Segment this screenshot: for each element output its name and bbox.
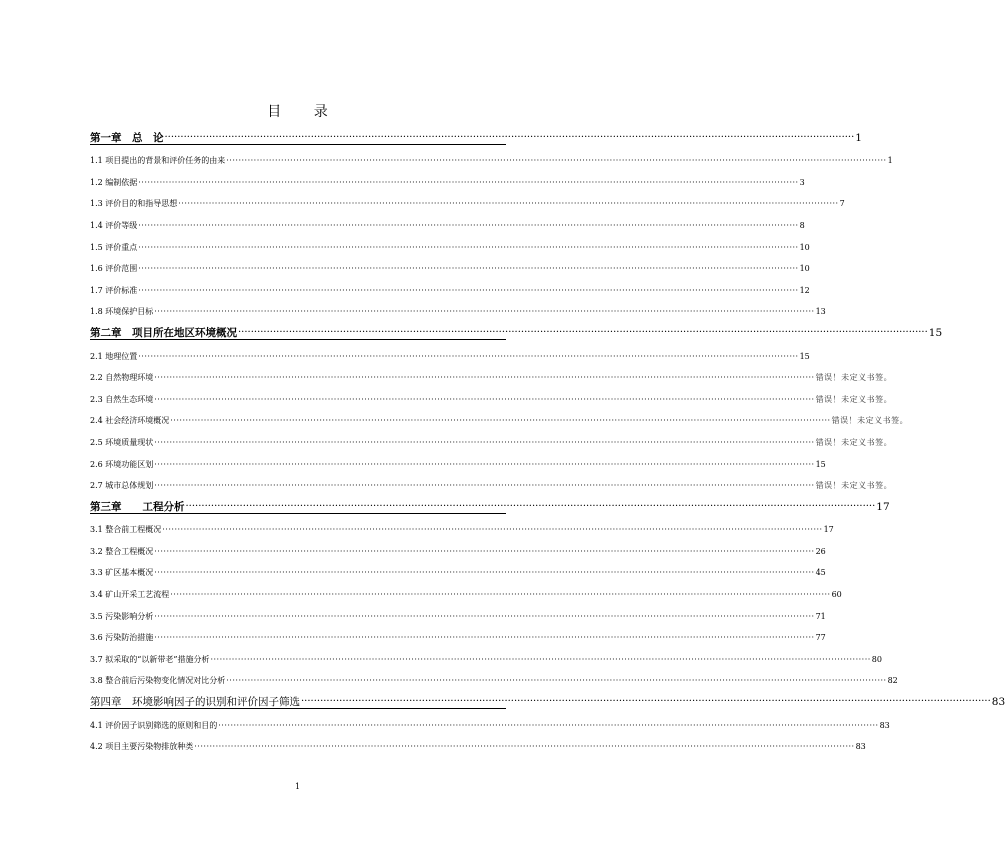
- toc-entry-label: 4.1 评价因子识别筛选的原则和目的: [90, 720, 218, 730]
- toc-section-row[interactable]: [90, 405, 909, 427]
- toc-leader-dots: ·························································································································································································································: [194, 742, 855, 752]
- toc-leader-dots: ·························································································································································································································: [238, 326, 928, 338]
- toc-entry-label: 3.7 拟采取的“以新带老”措施分析: [90, 654, 210, 664]
- toc-section-row[interactable]: [90, 448, 826, 470]
- toc-section-row[interactable]: [90, 362, 893, 384]
- toc-entry-label: 2.4 社会经济环境概况: [90, 416, 170, 426]
- toc-leader-dots: ·························································································································································································································: [170, 416, 831, 426]
- toc-section-row[interactable]: [90, 600, 826, 622]
- toc-entry-label: 3.2 整合工程概况: [90, 546, 154, 556]
- toc-entry-label: 2.3 自然生态环境: [90, 394, 154, 404]
- toc-leader-dots: ·························································································································································································································: [154, 394, 815, 404]
- toc-section-row[interactable]: [90, 557, 826, 579]
- toc-page-number: 10: [799, 264, 810, 274]
- toc-section-row[interactable]: [90, 643, 882, 665]
- toc-chapter-row[interactable]: [90, 491, 890, 514]
- toc-entry-label: 2.2 自然物理环境: [90, 373, 154, 383]
- toc-leader-dots: ·························································································································································································································: [138, 177, 799, 187]
- toc-leader-dots: ·························································································································································································································: [154, 633, 815, 643]
- toc-leader-dots: ·························································································································································································································: [138, 351, 799, 361]
- toc-leader-dots: ·························································································································································································································: [162, 525, 823, 535]
- toc-section-row[interactable]: [90, 253, 810, 275]
- toc-page-number: 7: [839, 199, 845, 209]
- toc-leader-dots: ·························································································································································································································: [138, 264, 799, 274]
- toc-leader-dots: ·························································································································································································································: [170, 590, 831, 600]
- toc-section-row[interactable]: [90, 535, 826, 557]
- toc-entry-label: 1.2 编制依据: [90, 177, 138, 187]
- toc-section-row[interactable]: [90, 231, 810, 253]
- toc-entry-label: 1.3 评价目的和指导思想: [90, 199, 178, 209]
- toc-section-row[interactable]: [90, 470, 893, 492]
- toc-page-number: 15: [928, 326, 943, 339]
- toc-entry-label: 第一章 总 论: [90, 131, 164, 144]
- toc-entry-label: 3.8 整合前后污染物变化情况对比分析: [90, 676, 226, 686]
- toc-page-number: 错误！未定义书签。: [815, 437, 893, 447]
- toc-page-number: 83: [991, 696, 1005, 709]
- toc-page-number: 3: [799, 177, 805, 187]
- toc-section-row[interactable]: [90, 296, 826, 318]
- toc-page-number: 60: [831, 590, 842, 600]
- toc-leader-dots: ·························································································································································································································: [185, 500, 876, 512]
- toc-entry-label: 第二章 项目所在地区环境概况: [90, 326, 237, 339]
- toc-leader-dots: ·························································································································································································································: [138, 242, 799, 252]
- toc-page-number: 45: [815, 568, 826, 578]
- toc-section-row[interactable]: [90, 665, 898, 687]
- toc-page-number: 71: [815, 611, 826, 621]
- toc-chapter-row[interactable]: [90, 122, 862, 145]
- toc-section-row[interactable]: [90, 709, 890, 731]
- toc-leader-dots: ·························································································································································································································: [178, 199, 839, 209]
- toc-page-number: 17: [876, 500, 890, 513]
- toc-entry-label: 1.5 评价重点: [90, 242, 138, 252]
- toc-leader-dots: ·························································································································································································································: [154, 611, 815, 621]
- toc-entry-label: 2.5 环境质量现状: [90, 437, 154, 447]
- toc-entry-label: 1.6 评价范围: [90, 264, 138, 274]
- toc-section-row[interactable]: [90, 426, 893, 448]
- toc-page-number: 83: [855, 742, 866, 752]
- toc-leader-dots: ·························································································································································································································: [226, 156, 887, 166]
- toc-leader-dots: ·························································································································································································································: [226, 676, 887, 686]
- toc-entry-label: 第四章 环境影响因子的识别和评价因子筛选: [90, 696, 300, 709]
- toc-leader-dots: ·························································································································································································································: [154, 459, 815, 469]
- toc-entry-label: 3.5 污染影响分析: [90, 611, 154, 621]
- toc-entry-label: 1.8 环境保护目标: [90, 307, 154, 317]
- toc-entry-label: 2.1 地理位置: [90, 351, 138, 361]
- toc-leader-dots: ·························································································································································································································: [138, 285, 799, 295]
- toc-section-row[interactable]: [90, 514, 834, 536]
- toc-entry-label: 1.7 评价标准: [90, 285, 138, 295]
- toc-leader-dots: ·························································································································································································································: [154, 546, 815, 556]
- toc-entry-label: 3.6 污染防治措施: [90, 633, 154, 643]
- toc-entry-label: 1.1 项目提出的背景和评价任务的由来: [90, 156, 226, 166]
- toc-leader-dots: ·························································································································································································································: [164, 131, 855, 143]
- toc-entry-label: 第三章 工程分析: [90, 500, 185, 513]
- toc-leader-dots: ·························································································································································································································: [154, 568, 815, 578]
- toc-section-row[interactable]: [90, 209, 805, 231]
- toc-page-number: 15: [815, 459, 826, 469]
- toc-leader-dots: ·························································································································································································································: [154, 481, 815, 491]
- toc-page-number: 82: [887, 676, 898, 686]
- toc-page-number: 8: [799, 220, 805, 230]
- toc-entry-label: 2.7 城市总体规划: [90, 481, 154, 491]
- page-number: 1: [294, 782, 301, 791]
- toc-section-row[interactable]: [90, 188, 845, 210]
- toc-entry-label: 4.2 项目主要污染物排放种类: [90, 742, 194, 752]
- toc-page-number: 77: [815, 633, 826, 643]
- toc-leader-dots: ·························································································································································································································: [218, 720, 879, 730]
- toc-page-number: 错误！未定义书签。: [815, 481, 893, 491]
- toc-entry-label: 2.6 环境功能区划: [90, 459, 154, 469]
- toc-section-row[interactable]: [90, 731, 866, 753]
- toc-section-row[interactable]: [90, 145, 893, 167]
- toc-section-row[interactable]: [90, 383, 893, 405]
- toc-leader-dots: ·························································································································································································································: [154, 437, 815, 447]
- toc-page-number: 10: [799, 242, 810, 252]
- toc-leader-dots: ·························································································································································································································: [154, 307, 815, 317]
- toc-leader-dots: ·························································································································································································································: [154, 373, 815, 383]
- toc-section-row[interactable]: [90, 274, 810, 296]
- toc-chapter-row[interactable]: [90, 686, 1005, 709]
- toc-page-number: 80: [871, 654, 882, 664]
- toc-page-number: 15: [799, 351, 810, 361]
- toc-entry-label: 3.1 整合前工程概况: [90, 525, 162, 535]
- toc-title: 目 录: [267, 104, 342, 120]
- toc-entry-label: 3.4 矿山开采工艺流程: [90, 590, 170, 600]
- toc-page-number: 错误！未定义书签。: [815, 373, 893, 383]
- toc-section-row[interactable]: [90, 578, 842, 600]
- toc-entry-label: 1.4 评价等级: [90, 220, 138, 230]
- toc-leader-dots: ·························································································································································································································: [138, 220, 799, 230]
- toc-page-number: 26: [815, 546, 826, 556]
- toc-page-number: 错误！未定义书签。: [831, 416, 909, 426]
- toc-section-row[interactable]: [90, 622, 826, 644]
- toc-section-row[interactable]: [90, 340, 810, 362]
- toc-page-number: 17: [823, 525, 834, 535]
- table-of-contents: [90, 122, 1005, 752]
- toc-chapter-row[interactable]: [90, 317, 943, 340]
- toc-page-number: 1: [887, 156, 893, 166]
- toc-entry-label: 3.3 矿区基本概况: [90, 568, 154, 578]
- toc-page-number: 1: [855, 131, 862, 144]
- toc-page-number: 错误！未定义书签。: [815, 394, 893, 404]
- toc-page-number: 13: [815, 307, 826, 317]
- toc-page-number: 83: [879, 720, 890, 730]
- toc-page-number: 12: [799, 285, 810, 295]
- toc-leader-dots: ·························································································································································································································: [210, 654, 871, 664]
- toc-section-row[interactable]: [90, 166, 805, 188]
- toc-leader-dots: ·························································································································································································································: [301, 696, 991, 708]
